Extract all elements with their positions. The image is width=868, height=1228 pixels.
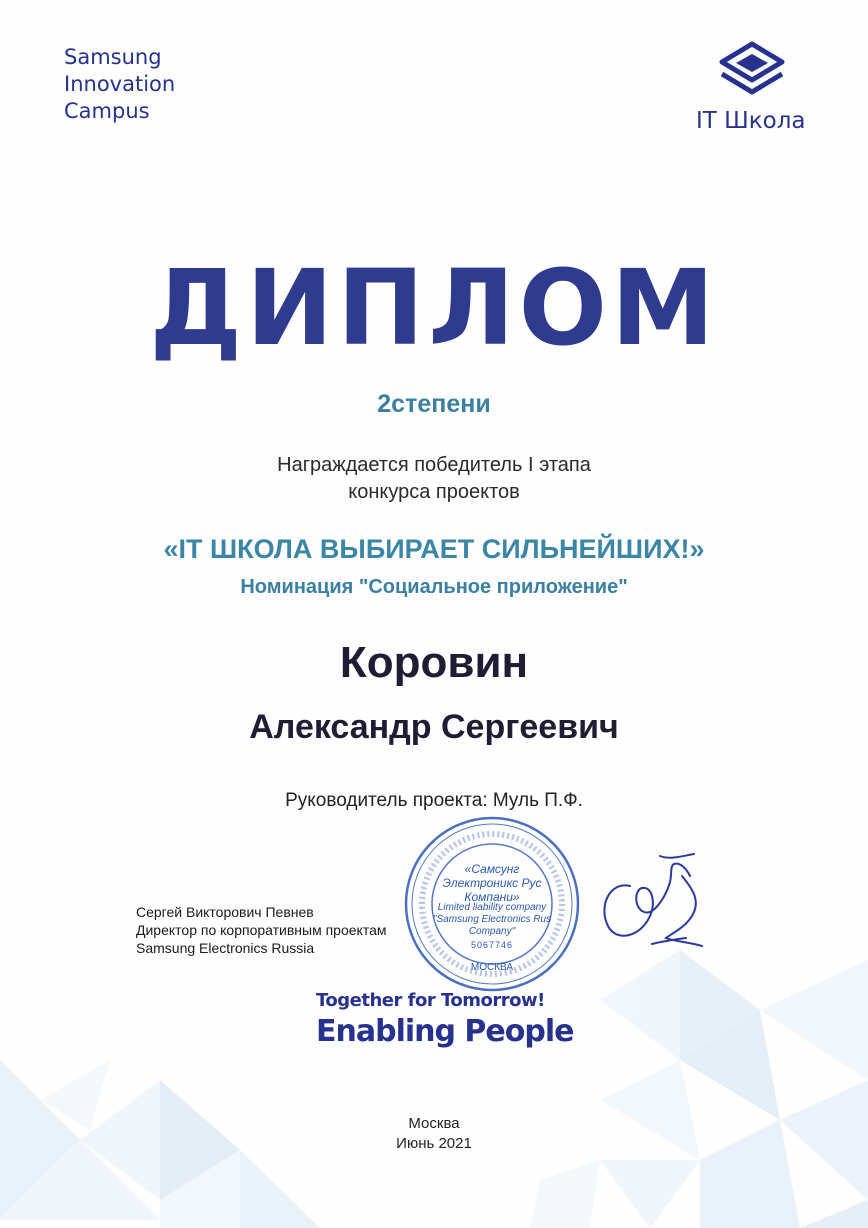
seal-text-ru: «Самсунг Электроникс Рус Компани» [442, 862, 542, 904]
issue-date: Июнь 2021 [396, 1135, 472, 1152]
graduation-cap-icon [716, 40, 788, 102]
issue-place-and-date [0, 1114, 868, 1154]
it-school-logo [688, 40, 816, 140]
award-line-1: Награждается победитель I этапа [277, 454, 591, 476]
signatory-company: Samsung Electronics Russia [136, 940, 315, 956]
diploma-degree: 2степени [377, 390, 491, 418]
recipient-surname: Коровин [339, 638, 529, 687]
issue-city: Москва [408, 1115, 460, 1132]
award-line-2: конкурса проектов [348, 481, 520, 503]
nomination: Номинация "Социальное приложение" [240, 576, 628, 598]
seal-ogrn: 5067746 [470, 940, 514, 950]
slogan-line-1: Together for Tomorrow! [316, 990, 545, 1011]
diploma-title: ДИПЛОМ [149, 247, 719, 369]
signatory-name: Сергей Викторович Певнев [136, 904, 314, 920]
slogan-line-2: Enabling People [316, 1014, 574, 1049]
samsung-innovation-campus-logo [64, 44, 175, 125]
company-seal [402, 814, 582, 994]
recipient-given-names: Александр Сергеевич [249, 708, 619, 746]
seal-text-en: Limited liability company "Samsung Electronics Rus Company" [432, 902, 552, 937]
contest-name: «IT ШКОЛА ВЫБИРАЕТ СИЛЬНЕЙШИХ!» [163, 534, 705, 564]
handwritten-signature [590, 846, 730, 956]
logo-line-1: Samsung [64, 45, 162, 69]
award-statement [0, 452, 868, 506]
signatory-block [136, 903, 386, 957]
logo-line-3: Campus [64, 99, 150, 123]
seal-city: МОСКВА [470, 962, 514, 973]
logo-line-2: Innovation [64, 72, 176, 96]
signatory-position: Директор по корпоративным проектам [136, 922, 387, 938]
project-leader: Руководитель проекта: Муль П.Ф. [285, 790, 583, 811]
it-school-logo-text: IT Школа [696, 108, 806, 134]
